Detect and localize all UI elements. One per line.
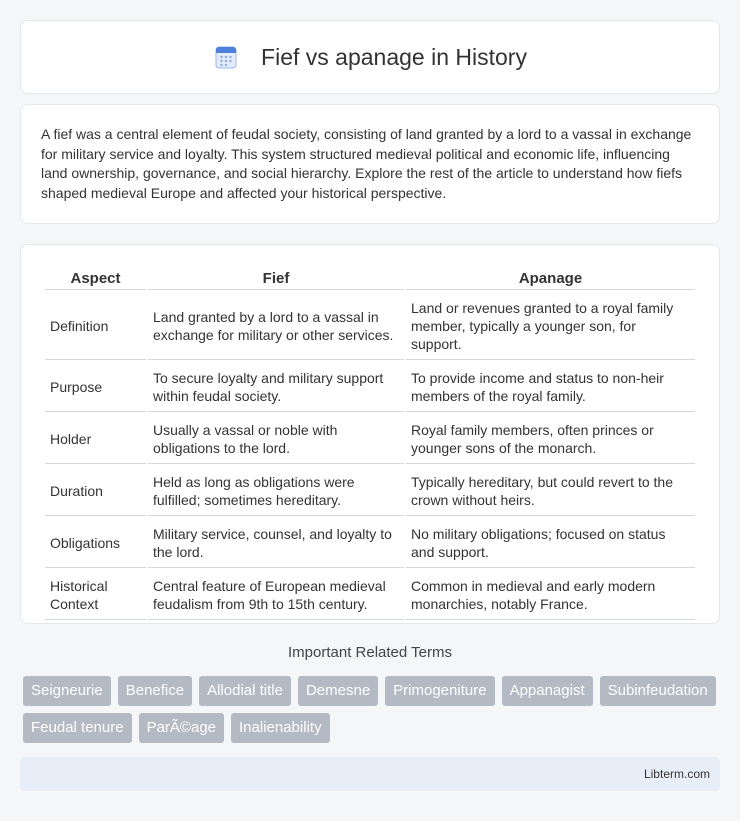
header-fief: Fief — [148, 267, 404, 290]
cell-apanage: Land or revenues granted to a royal family member, typically a younger son, for support. — [406, 292, 695, 360]
cell-fief: Central feature of European medieval feudalism from 9th to 15th century. — [148, 570, 404, 620]
related-term-tag[interactable]: Feudal tenure — [23, 713, 132, 743]
related-term-tag[interactable]: Appanagist — [502, 676, 593, 706]
related-term-tag[interactable]: ParÃ©age — [139, 713, 224, 743]
cell-apanage: No military obligations; focused on status and support. — [406, 518, 695, 568]
cell-apanage: To provide income and status to non-heir members of the royal family. — [406, 362, 695, 412]
footer-site-link[interactable]: Libterm.com — [643, 767, 710, 781]
cell-aspect: Holder — [45, 414, 146, 464]
cell-fief: To secure loyalty and military support within feudal society. — [148, 362, 404, 412]
table-row — [45, 570, 695, 620]
table-row — [45, 362, 695, 412]
table-row — [45, 292, 695, 360]
related-term-tag[interactable]: Allodial title — [199, 676, 291, 706]
cell-aspect: Historical Context — [45, 570, 146, 620]
intro-card — [20, 104, 720, 224]
table-row — [45, 466, 695, 516]
cell-fief: Usually a vassal or noble with obligations to the lord. — [148, 414, 404, 464]
related-term-tag[interactable]: Subinfeudation — [600, 676, 716, 706]
cell-fief: Military service, counsel, and loyalty to the lord. — [148, 518, 404, 568]
comparison-table — [43, 265, 697, 622]
cell-apanage: Royal family members, often princes or younger sons of the monarch. — [406, 414, 695, 464]
table-row — [45, 518, 695, 568]
calendar-icon — [213, 44, 239, 70]
page-title: Fief vs apanage in History — [261, 43, 527, 70]
footer — [20, 757, 720, 791]
header-apanage: Apanage — [406, 267, 695, 290]
cell-apanage: Typically hereditary, but could revert to the crown without heirs. — [406, 466, 695, 516]
table-row — [45, 414, 695, 464]
comparison-table-card — [20, 244, 720, 624]
related-term-tag[interactable]: Primogeniture — [385, 676, 494, 706]
cell-fief: Land granted by a lord to a vassal in exchange for military or other services. — [148, 292, 404, 360]
header-card — [20, 20, 720, 94]
related-term-tag[interactable]: Inalienability — [231, 713, 330, 743]
cell-apanage: Common in medieval and early modern monarchies, notably France. — [406, 570, 695, 620]
title-wrap — [213, 44, 527, 71]
related-term-tag[interactable]: Benefice — [118, 676, 192, 706]
intro-text: A fief was a central element of feudal society, consisting of land granted by a lord to a vassal in exchange for military service and loyalty. This system structured medieval political and economic life, influencing land ownership, governance, and social hierarchy. Explore the rest of the article to understand how fiefs shaped medieval Europe and affected your historical perspective. — [41, 126, 692, 201]
cell-aspect: Duration — [45, 466, 146, 516]
cell-fief: Held as long as obligations were fulfilled; sometimes hereditary. — [148, 466, 404, 516]
related-term-tag[interactable]: Seigneurie — [23, 676, 111, 706]
header-aspect: Aspect — [45, 267, 146, 290]
related-term-tag[interactable]: Demesne — [298, 676, 378, 706]
cell-aspect: Purpose — [45, 362, 146, 412]
cell-aspect: Definition — [45, 292, 146, 360]
related-terms-title: Important Related Terms — [288, 644, 452, 661]
table-header-row — [45, 267, 695, 290]
related-terms-list — [23, 676, 723, 750]
cell-aspect: Obligations — [45, 518, 146, 568]
